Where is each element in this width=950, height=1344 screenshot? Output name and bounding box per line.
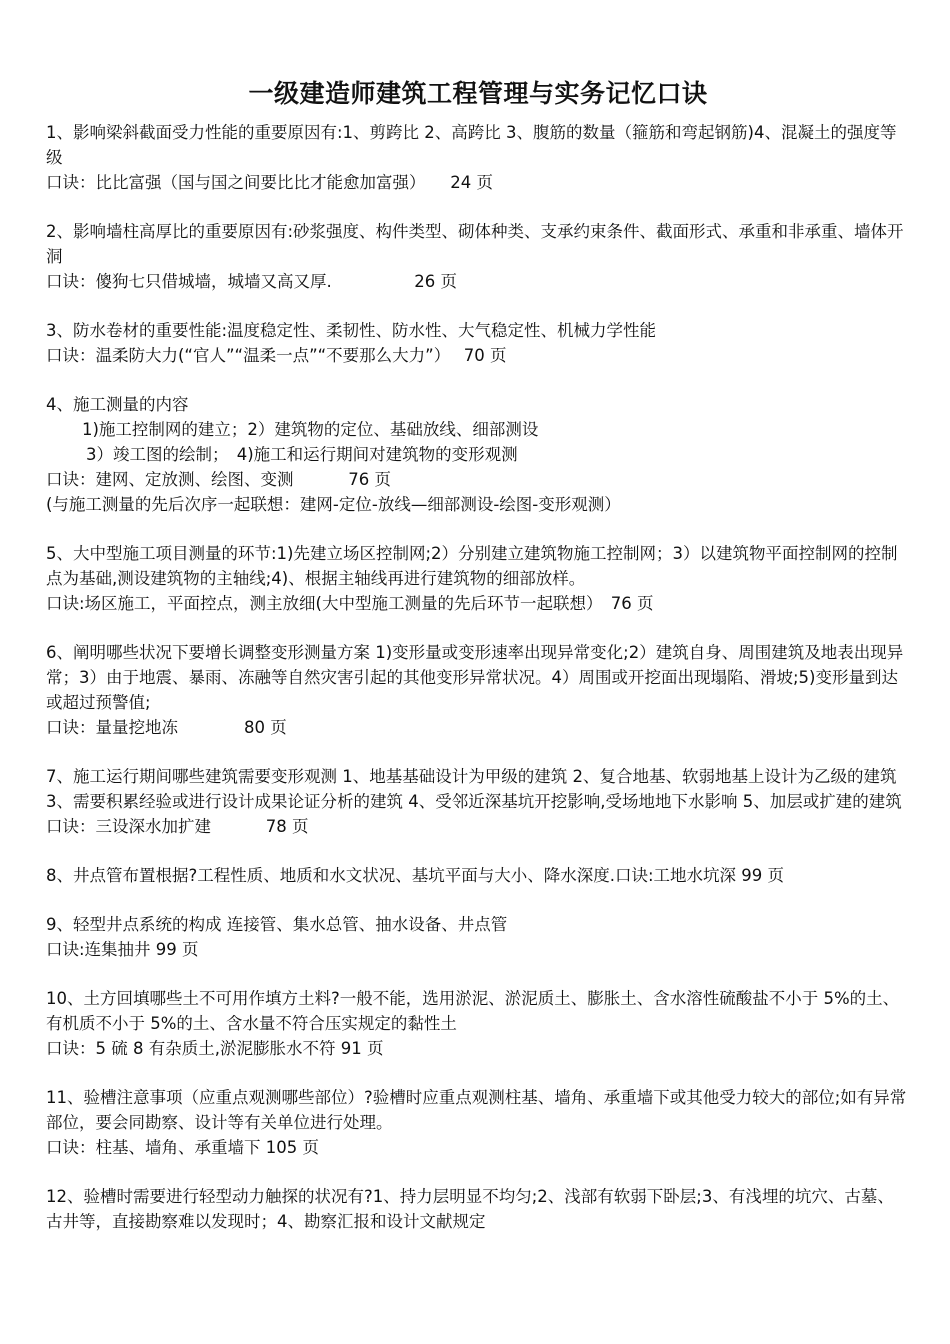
- mnemonic-line: 口诀：5 硫 8 有杂质土,淤泥膨胀水不符 91 页: [46, 1039, 384, 1058]
- section-text: 1、影响梁斜截面受力性能的重要原因有:1、剪跨比 2、高跨比 3、腹筋的数量（箍筋和弯起钢筋)4、混凝土的强度等级: [46, 123, 897, 167]
- section-12: [46, 1184, 910, 1234]
- section-subitem: 3）竣工图的绘制； 4)施工和运行期间对建筑物的变形观测: [86, 445, 518, 464]
- mnemonic-line: 口诀:连集抽井 99 页: [46, 940, 199, 959]
- section-text: 11、验槽注意事项（应重点观测哪些部位）?验槽时应重点观测柱基、墙角、承重墙下或其他受力较大的部位;如有异常部位，要会同勘察、设计等有关单位进行处理。: [46, 1088, 907, 1132]
- mnemonic-line: 口诀：柱基、墙角、承重墙下 105 页: [46, 1138, 319, 1157]
- section-text: 12、验槽时需要进行轻型动力触探的状况有?1、持力层明显不均匀;2、浅部有软弱下卧层;3、有浅埋的坑穴、古墓、古井等，直接勘察难以发现时；4、勘察汇报和设计文献规定: [46, 1187, 894, 1231]
- section-text: 6、阐明哪些状况下要增长调整变形测量方案 1)变形量或变形速率出现异常变化;2）建筑自身、周围建筑及地表出现异常；3）由于地震、暴雨、冻融等自然灾害引起的其他变形异常状况。4）周围或开挖面出现塌陷、滑坡;5)变形量到达或超过预警值;: [46, 643, 904, 712]
- mnemonic-line: 口诀:场区施工，平面控点，测主放细(大中型施工测量的先后环节一起联想） 76 页: [46, 594, 654, 613]
- section-text: 7、施工运行期间哪些建筑需要变形观测 1、地基基础设计为甲级的建筑 2、复合地基、软弱地基上设计为乙级的建筑 3、需要积累经验或进行设计成果论证分析的建筑 4、受邻近深基坑开挖影响,受场地地下水影响 5、加层或扩建的建筑口诀：三设深水加扩建 78 页: [46, 767, 902, 836]
- mnemonic-line: 口诀：温柔防大力(“官人”“温柔一点”“不要那么大力”） 70 页: [46, 346, 507, 365]
- mnemonic-line: 口诀：量量挖地冻 80 页: [46, 718, 287, 737]
- section-4: [46, 392, 910, 517]
- section-3: [46, 318, 910, 368]
- section-text: 8、井点管布置根据?工程性质、地质和水文状况、基坑平面与大小、降水深度.口诀:工地水坑深 99 页: [46, 866, 785, 885]
- section-text: 4、施工测量的内容: [46, 395, 189, 414]
- section-text: 2、影响墙柱高厚比的重要原因有:砂浆强度、构件类型、砌体种类、支承约束条件、截面形式、承重和非承重、墙体开洞: [46, 222, 904, 266]
- section-11: [46, 1085, 910, 1160]
- section-text: 9、轻型井点系统的构成 连接管、集水总管、抽水设备、井点管: [46, 915, 508, 934]
- section-5: [46, 541, 910, 616]
- mnemonic-line: 口诀：建网、定放测、绘图、变测 76 页: [46, 470, 391, 489]
- section-subitem: 1)施工控制网的建立；2）建筑物的定位、基础放线、细部测设: [82, 420, 539, 439]
- section-text: 5、大中型施工项目测量的环节:1)先建立场区控制网;2）分别建立建筑物施工控制网；3）以建筑物平面控制网的控制点为基础,测设建筑物的主轴线;4)、根据主轴线再进行建筑物的细部放样。: [46, 544, 898, 588]
- section-2: [46, 219, 910, 294]
- section-8: [46, 863, 910, 888]
- section-text: 3、防水卷材的重要性能:温度稳定性、柔韧性、防水性、大气稳定性、机械力学性能: [46, 321, 657, 340]
- mnemonic-line: 口诀：比比富强（国与国之间要比比才能愈加富强） 24 页: [46, 173, 493, 192]
- mnemonic-line: 口诀：傻狗七只借城墙，城墙又高又厚. 26 页: [46, 272, 457, 291]
- section-1: [46, 120, 910, 195]
- section-9: [46, 912, 910, 962]
- section-7: [46, 764, 910, 839]
- section-6: [46, 640, 910, 740]
- section-text: 10、土方回填哪些土不可用作填方土料?一般不能，选用淤泥、淤泥质土、膨胀土、含水溶性硫酸盐不小于 5%的土、有机质不小于 5%的土、含水量不符合压实规定的黏性土: [46, 989, 900, 1033]
- section-10: [46, 986, 910, 1061]
- association-note: (与施工测量的先后次序一起联想：建网-定位-放线—细部测设-绘图-变形观测）: [46, 495, 621, 514]
- document-title: 一级建造师建筑工程管理与实务记忆口诀: [248, 79, 708, 108]
